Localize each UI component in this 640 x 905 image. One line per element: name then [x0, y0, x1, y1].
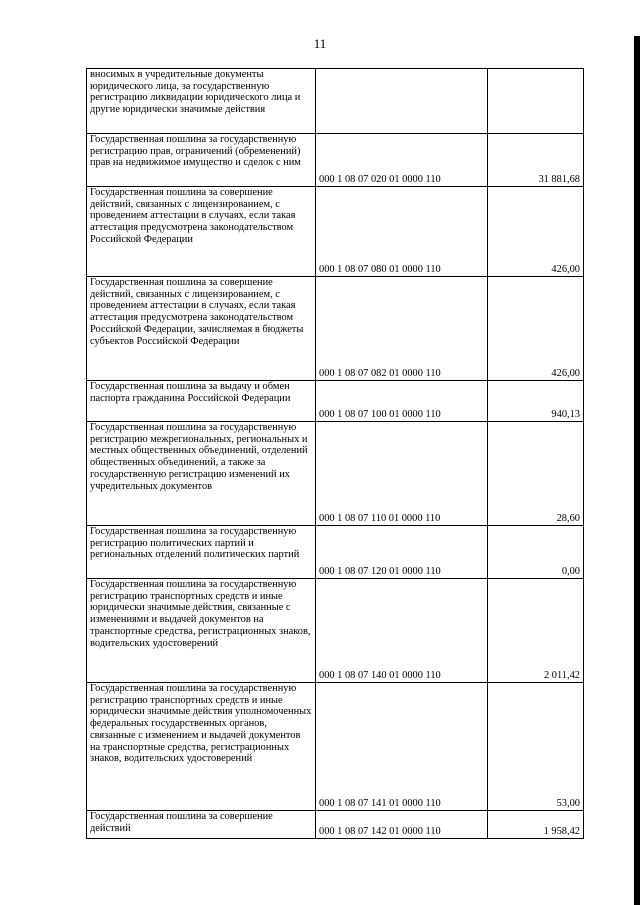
table-row	[87, 277, 584, 381]
budget-revenue-table	[86, 68, 584, 839]
revenue-name-cell: Государственная пошлина за совершение действий, связанных с лицензированием, с проведением аттестации в случаях, если такая аттестация предусмотрена законодательством Российской Федерации, зачисляемая в бюджеты субъектов Российской Федерации	[87, 277, 316, 381]
revenue-name-cell: вносимых в учредительные документы юридического лица, за государственную регистрацию ликвидации юридического лица и другие юридически значимые действия	[87, 69, 316, 134]
scan-edge	[634, 36, 640, 905]
table-row	[87, 187, 584, 277]
table-body	[87, 69, 584, 839]
table-row	[87, 579, 584, 683]
amount-cell: 31 881,68	[488, 134, 584, 187]
amount-cell	[488, 69, 584, 134]
amount-cell: 426,00	[488, 277, 584, 381]
budget-code-cell: 000 1 08 07 141 01 0000 110	[316, 683, 488, 811]
amount-cell: 426,00	[488, 187, 584, 277]
budget-code-cell: 000 1 08 07 080 01 0000 110	[316, 187, 488, 277]
table-row	[87, 683, 584, 811]
revenue-name-cell: Государственная пошлина за государственную регистрацию транспортных средств и иные юридически значимые действия уполномоченных федеральных государственных органов, связанные с изменением и выдачей документов на транспортные средства, регистрационных знаков, водительских удостоверений	[87, 683, 316, 811]
table-row	[87, 422, 584, 526]
table-row	[87, 811, 584, 839]
table-row	[87, 69, 584, 134]
budget-code-cell	[316, 69, 488, 134]
budget-code-cell: 000 1 08 07 110 01 0000 110	[316, 422, 488, 526]
revenue-name-cell: Государственная пошлина за выдачу и обмен паспорта гражданина Российской Федерации	[87, 381, 316, 422]
budget-code-cell: 000 1 08 07 082 01 0000 110	[316, 277, 488, 381]
budget-code-cell: 000 1 08 07 100 01 0000 110	[316, 381, 488, 422]
table-row	[87, 526, 584, 579]
revenue-name-cell: Государственная пошлина за совершение действий, связанных с лицензированием, с проведением аттестации в случаях, если такая аттестация предусмотрена законодательством Российской Федерации	[87, 187, 316, 277]
amount-cell: 53,00	[488, 683, 584, 811]
amount-cell: 1 958,42	[488, 811, 584, 839]
revenue-name-cell: Государственная пошлина за государственную регистрацию прав, ограничений (обременений) прав на недвижимое имущество и сделок с ним	[87, 134, 316, 187]
amount-cell: 940,13	[488, 381, 584, 422]
budget-code-cell: 000 1 08 07 120 01 0000 110	[316, 526, 488, 579]
budget-code-cell: 000 1 08 07 142 01 0000 110	[316, 811, 488, 839]
table-row	[87, 134, 584, 187]
revenue-name-cell: Государственная пошлина за государственную регистрацию транспортных средств и иные юридически значимые действия, связанные с изменениями и выдачей документов на транспортные средства, регистрационных знаков, водительских удостоверений	[87, 579, 316, 683]
amount-cell: 28,60	[488, 422, 584, 526]
amount-cell: 2 011,42	[488, 579, 584, 683]
table-row	[87, 381, 584, 422]
amount-cell: 0,00	[488, 526, 584, 579]
revenue-name-cell: Государственная пошлина за государственную регистрацию политических партий и региональных отделений политических партий	[87, 526, 316, 579]
page-number: 11	[313, 36, 327, 51]
revenue-name-cell: Государственная пошлина за государственную регистрацию межрегиональных, региональных и местных общественных объединений, отделений общественных объединений, а также за государственную регистрацию изменений их учредительных документов	[87, 422, 316, 526]
revenue-name-cell: Государственная пошлина за совершение действий	[87, 811, 316, 839]
budget-code-cell: 000 1 08 07 020 01 0000 110	[316, 134, 488, 187]
budget-code-cell: 000 1 08 07 140 01 0000 110	[316, 579, 488, 683]
